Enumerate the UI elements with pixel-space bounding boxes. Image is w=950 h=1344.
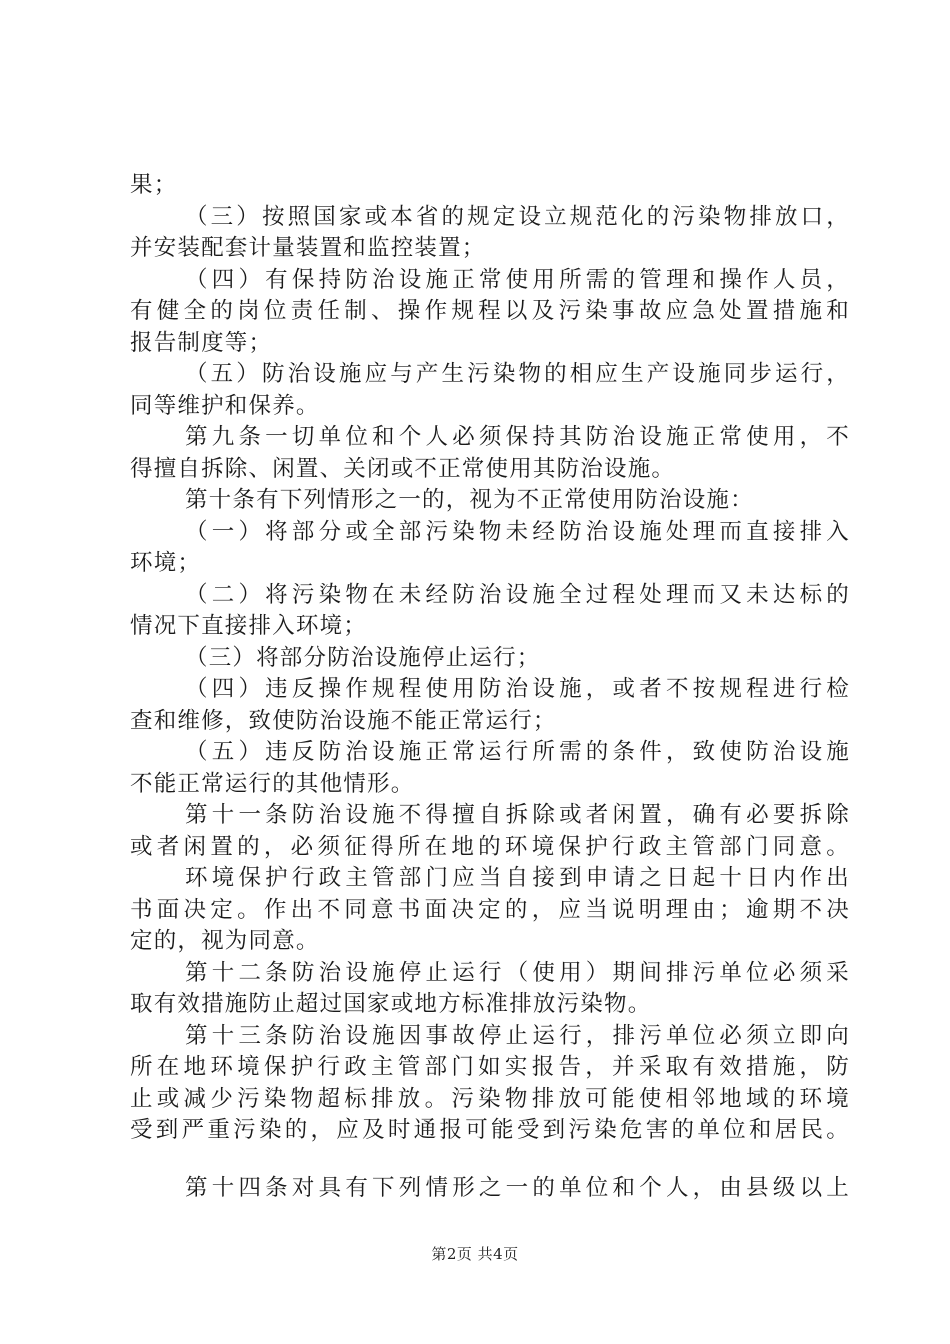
document-body: [130, 170, 850, 1204]
text-line: 环境保护行政主管部门应当自接到申请之日起十日内作出: [185, 865, 850, 891]
text-line: （五）防治设施应与产生污染物的相应生产设施同步运行，: [185, 361, 850, 387]
text-line: 情况下直接排入环境；: [130, 613, 368, 639]
text-line: 第九条一切单位和个人必须保持其防治设施正常使用，不: [185, 424, 850, 450]
text-line: 不能正常运行的其他情形。: [130, 770, 415, 797]
text-line: 或者闲置的，必须征得所在地的环境保护行政主管部门同意。: [130, 833, 850, 860]
text-line: （四）违反操作规程使用防治设施，或者不按规程进行检: [185, 676, 850, 702]
text-line: （三）按照国家或本省的规定设立规范化的污染物排放口，: [185, 203, 850, 230]
text-line: 得擅自拆除、闲置、关闭或不正常使用其防治设施。: [130, 455, 676, 482]
text-line: 并安装配套计量装置和监控装置；: [130, 235, 486, 261]
text-line: 查和维修，致使防治设施不能正常运行；: [130, 707, 557, 734]
text-line: 书面决定。作出不同意书面决定的，应当说明理由；逾期不决: [130, 896, 850, 923]
text-line: （一）将部分或全部污染物未经防治设施处理而直接排入: [185, 518, 850, 545]
page-number: 第2页 共4页: [431, 1245, 519, 1263]
text-line: （三）将部分防治设施停止运行；: [185, 644, 541, 671]
text-line: 第十条有下列情形之一的，视为不正常使用防治设施：: [185, 487, 754, 513]
text-line: （二）将污染物在未经防治设施全过程处理而又未达标的: [185, 581, 850, 608]
text-line: 同等维护和保养。: [130, 392, 320, 419]
text-line: 果；: [130, 172, 178, 198]
text-line: 第十三条防治设施因事故停止运行，排污单位必须立即向: [185, 1022, 850, 1049]
text-line: 取有效措施防止超过国家或地方标准排放污染物。: [130, 991, 652, 1017]
text-line: 定的，视为同意。: [130, 928, 320, 954]
text-line: 所在地环境保护行政主管部门如实报告，并采取有效措施，防: [130, 1054, 850, 1080]
text-line: 第十二条防治设施停止运行（使用）期间排污单位必须采: [185, 959, 850, 986]
text-line: 第十一条防治设施不得擅自拆除或者闲置，确有必要拆除: [185, 802, 850, 828]
paragraph-gap: [130, 1147, 850, 1173]
text-line: （四）有保持防治设施正常使用所需的管理和操作人员，: [185, 266, 850, 293]
text-line: 第十四条对具有下列情形之一的单位和个人，由县级以上: [185, 1174, 850, 1201]
text-line: 有健全的岗位责任制、操作规程以及污染事故应急处置措施和: [130, 298, 850, 324]
text-line: 报告制度等；: [130, 329, 273, 356]
text-line: 受到严重污染的，应及时通报可能受到污染危害的单位和居民。: [130, 1117, 850, 1143]
text-line: 环境；: [130, 550, 202, 576]
text-line: （五）违反防治设施正常运行所需的条件，致使防治设施: [185, 739, 850, 765]
text-line: 止或减少污染物超标排放。污染物排放可能使相邻地域的环境: [130, 1085, 850, 1112]
